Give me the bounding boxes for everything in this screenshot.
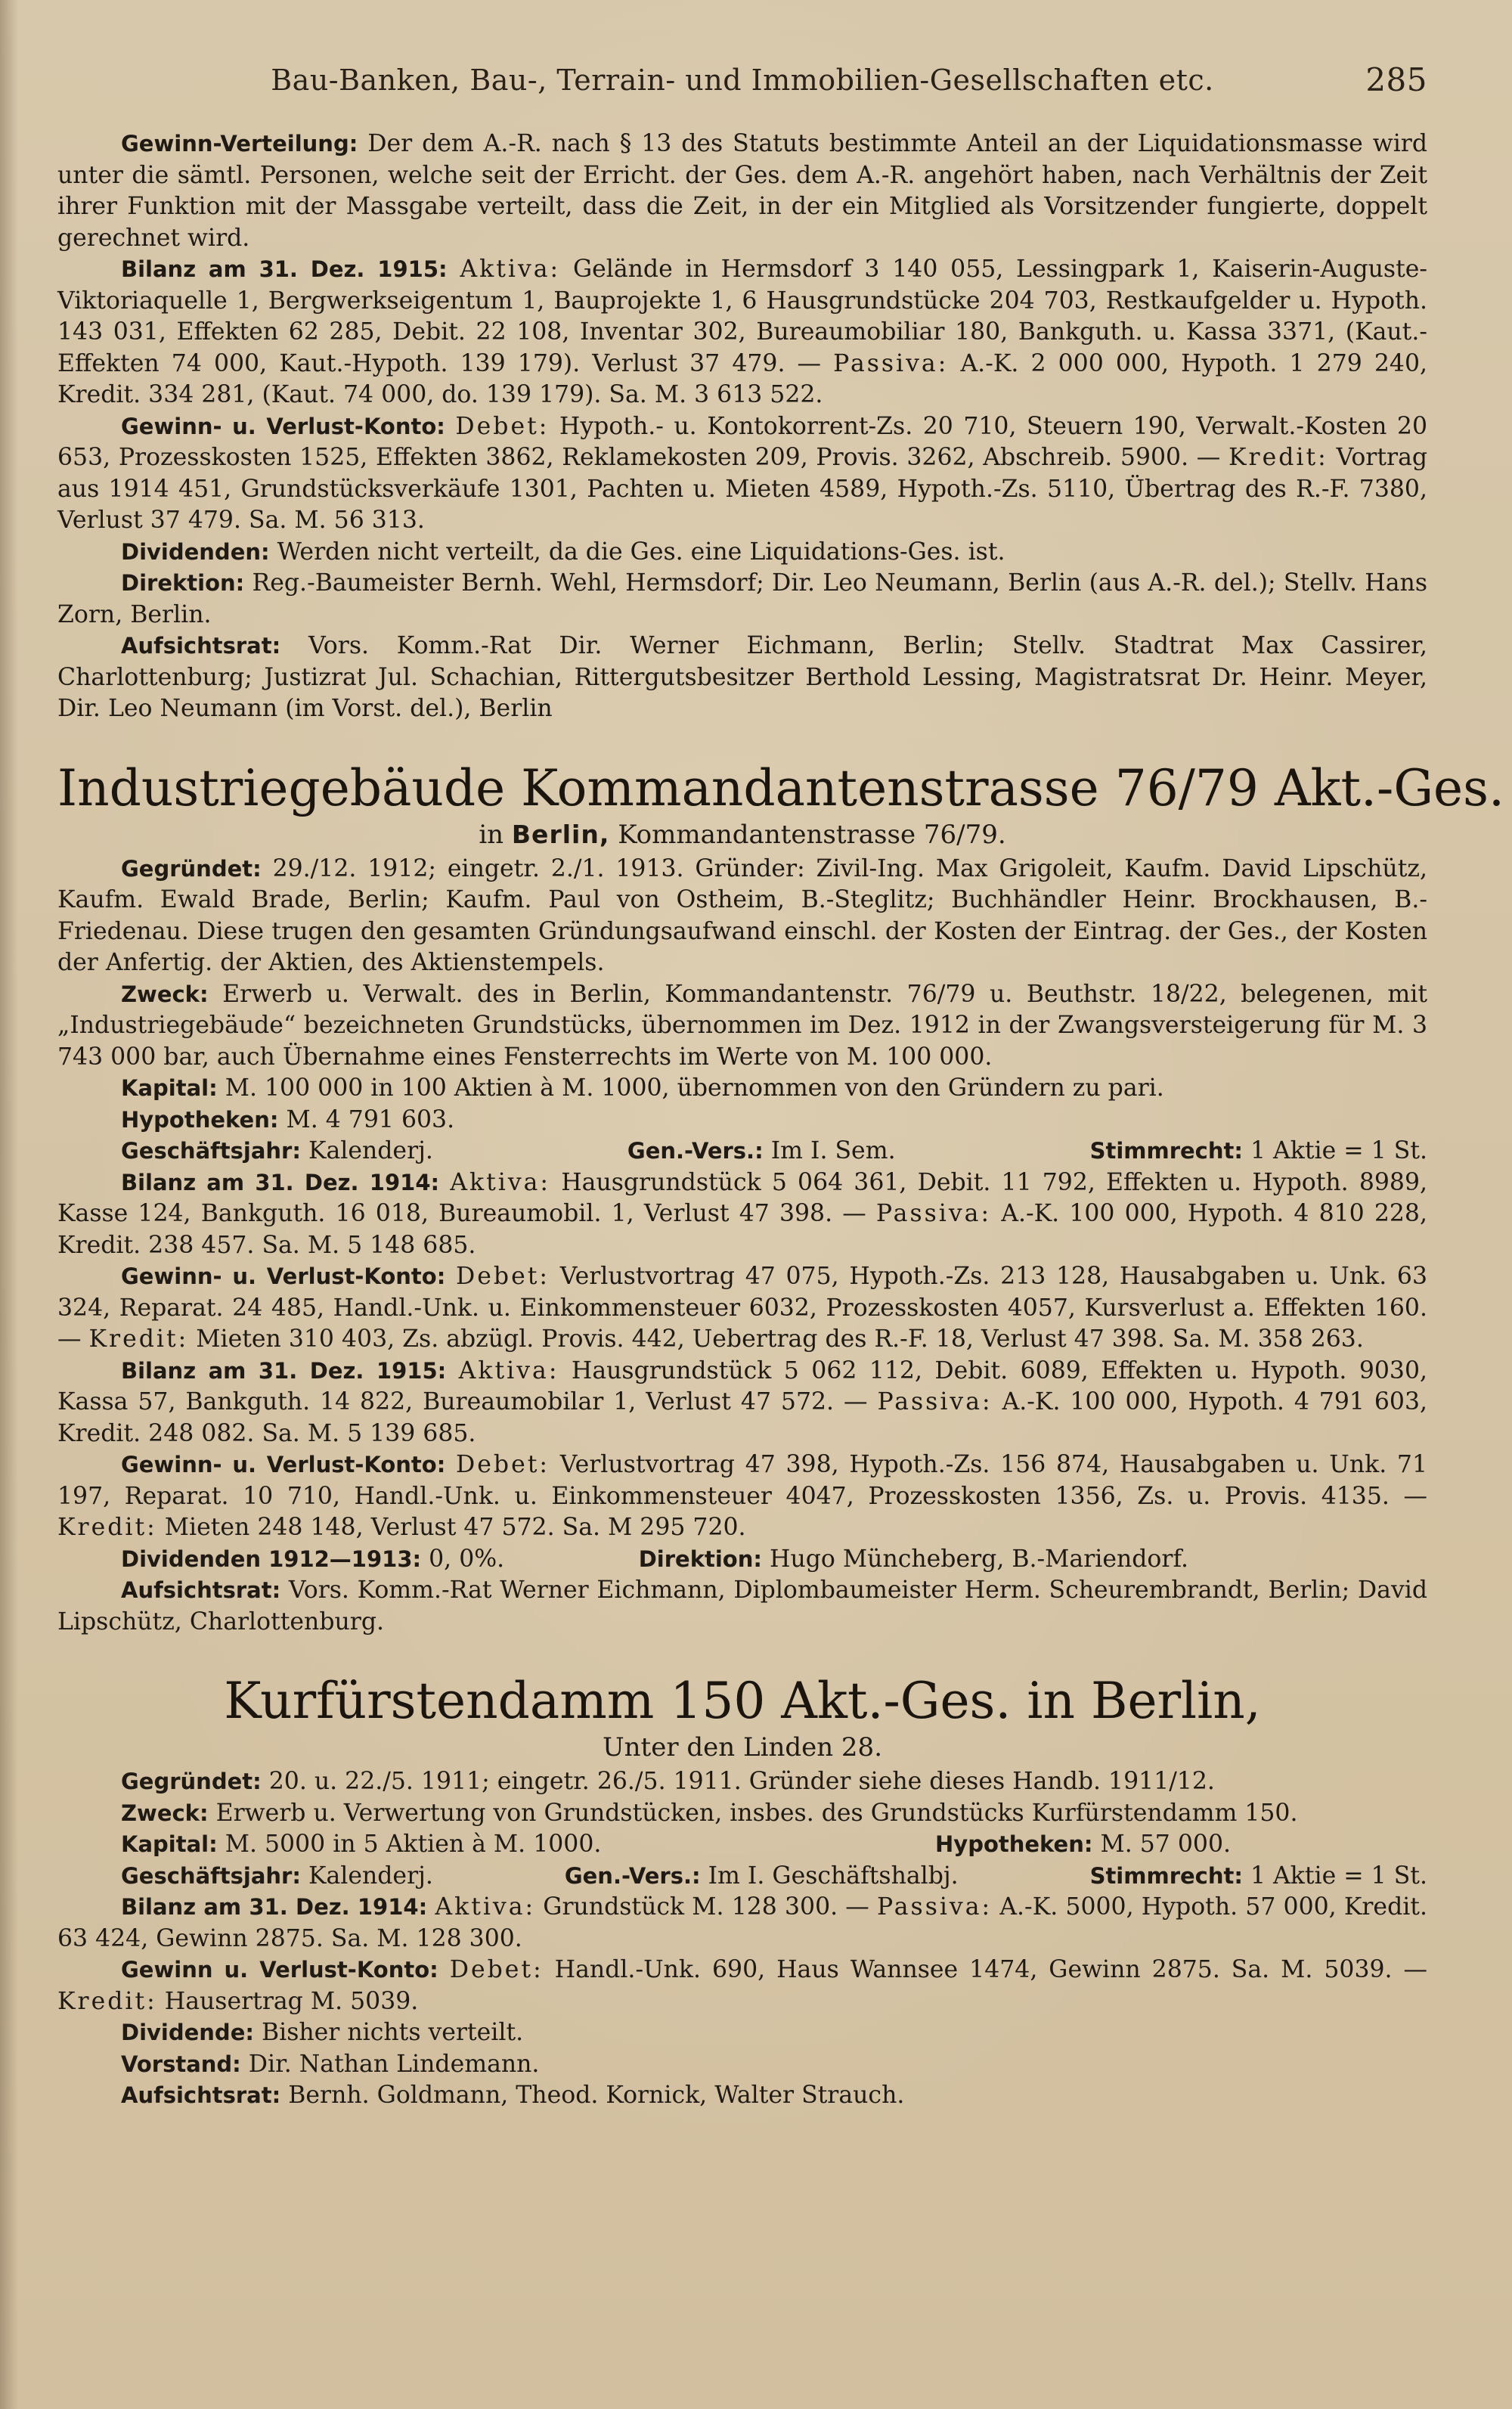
entry-bilanz-1915: Bilanz am 31. Dez. 1915: Aktiva: Gelände in Hermsdorf 3 140 055, Lessingpark 1, Kaiserin-Auguste-Viktoriaquelle 1, Bergwerkseigentum 1, Bauprojekte 1, 6 Hausgrundstücke 204 703, Restkaufgelder u. Hypoth. 143 031, Effekten 62 285, Debit. 22 108, Inventar 302, Bureaumobiliar 180, Bankguth. u. Kassa 3371, (Kaut.-Effekten 74 000, Kaut.-Hypoth. 139 179). Verlust 37 479. — Passiva: A.-K. 2 000 000, Hypoth. 1 279 240, Kredit. 334 281, (Kaut. 74 000, do. 139 179). Sa. M. 3 613 522.: [57, 256, 1428, 408]
entry-bilanz-1915: Bilanz am 31. Dez. 1915: Aktiva: Hausgrundstück 5 062 112, Debit. 6089, Effekten u. Hypoth. 9030, Kassa 57, Bankguth. 14 822, Bureaumobilar 1, Verlust 47 572. — Passiva: A.-K. 100 000, Hypoth. 4 791 603, Kredit. 248 082. Sa. M. 5 139 685.: [57, 1356, 1428, 1447]
entry-gewinn-verlust-konto-1915: Gewinn- u. Verlust-Konto: Debet: Verlustvortrag 47 398, Hypoth.-Zs. 156 874, Hausabgaben u. Unk. 71 197, Reparat. 10 710, Handl.-Unk. u. Einkommensteuer 4047, Prozesskosten 1356, Zs. u. Provis. 4135. — Kredit: Mieten 248 148, Verlust 47 572. Sa. M 295 720.: [57, 1451, 1428, 1541]
entry-dividenden-direktion: Dividenden 1912—1913: 0, 0%. Direktion: Hugo Müncheberg, B.-Mariendorf.: [121, 1545, 1188, 1573]
entry-hypotheken: Hypotheken: M. 4 791 603.: [121, 1105, 455, 1133]
page-number: 285: [1365, 61, 1427, 98]
entry-direktion: Direktion: Reg.-Baumeister Bernh. Wehl, Hermsdorf; Dir. Leo Neumann, Berlin (aus A.-R. del.); Stellv. Hans Zorn, Berlin.: [57, 569, 1427, 628]
entry-bilanz-1914: Bilanz am 31. Dez. 1914: Aktiva: Hausgrundstück 5 064 361, Debit. 11 792, Effekten u. Hypoth. 8989, Kasse 124, Bankguth. 16 018, Bureaumobil. 1, Verlust 47 398. — Passiva: A.-K. 100 000, Hypoth. 4 810 228, Kredit. 238 457. Sa. M. 5 148 685.: [57, 1168, 1428, 1259]
entry-bilanz-1914: Bilanz am 31. Dez. 1914: Aktiva: Grundstück M. 128 300. — Passiva: A.-K. 5000, Hypoth. 57 000, Kredit. 63 424, Gewinn 2875. Sa. M. 128 300.: [57, 1893, 1427, 1952]
section-previous-company: [57, 129, 1427, 725]
entry-geschaeftsjahr-line: Geschäftsjahr: Kalenderj. Gen.-Vers.: Im I. Geschäftshalbj. Stimmrecht: 1 Aktie = 1 St.: [121, 1862, 1427, 1890]
entry-zweck: Zweck: Erwerb u. Verwertung von Grundstücken, insbes. des Grundstücks Kurfürstendamm 150.: [121, 1799, 1298, 1827]
entry-aufsichtsrat: Aufsichtsrat: Bernh. Goldmann, Theod. Kornick, Walter Strauch.: [121, 2082, 905, 2109]
company-address-industriegebaeude: in Berlin, Kommandantenstrasse 76/79.: [479, 819, 1006, 850]
entry-vorstand: Vorstand: Dir. Nathan Lindemann.: [121, 2050, 540, 2078]
entry-gewinn-verlust-konto: Gewinn- u. Verlust-Konto: Debet: Hypoth.- u. Kontokorrent-Zs. 20 710, Steuern 190, Verwalt.-Kosten 20 653, Prozesskosten 1525, Effekten 3862, Reklamekosten 209, Provis. 3262, Abschreib. 5900. — Kredit: Vortrag aus 1914 451, Grundstücksverkäufe 1301, Pachten u. Mieten 4589, Hypoth.-Zs. 5110, Übertrag des R.-F. 7380, Verlust 37 479. Sa. M. 56 313.: [57, 412, 1428, 534]
entry-dividenden: Dividenden: Werden nicht verteilt, da die Ges. eine Liquidations-Ges. ist.: [121, 538, 1005, 566]
entry-geschaeftsjahr-line: Geschäftsjahr: Kalenderj. Gen.-Vers.: Im I. Sem. Stimmrecht: 1 Aktie = 1 St.: [121, 1137, 1427, 1164]
entry-kapital-hypotheken: Kapital: M. 5000 in 5 Aktien à M. 1000. Hypotheken: M. 57 000.: [121, 1831, 1231, 1858]
company-title-kurfuerstendamm: Kurfürstendamm 150 Akt.-Ges. in Berlin,: [224, 1672, 1261, 1730]
entry-gegruendet: Gegründet: 20. u. 22./5. 1911; eingetr. 26./5. 1911. Gründer siehe dieses Handb. 1911/12.: [121, 1768, 1215, 1795]
section-kurfuerstendamm: [57, 1671, 1427, 2112]
entry-aufsichtsrat: Aufsichtsrat: Vors. Komm.-Rat Werner Eichmann, Diplombaumeister Herm. Scheurembrandt, Berlin; David Lipschütz, Charlottenburg.: [57, 1577, 1427, 1635]
entry-gegruendet: Gegründet: 29./12. 1912; eingetr. 2./1. 1913. Gründer: Zivil-Ing. Max Grigoleit, Kaufm. David Lipschütz, Kaufm. Ewald Brade, Berlin; Kaufm. Paul von Ostheim, B.-Steglitz; Buchhändler Heinr. Brockhausen, B.-Friedenau. Diese trugen den gesamten Gründungsaufwand einschl. der Kosten der Eintrag. der Ges., der Kosten der Anfertig. der Aktien, des Aktienstempels.: [57, 854, 1427, 976]
entry-aufsichtsrat: Aufsichtsrat: Vors. Komm.-Rat Dir. Werner Eichmann, Berlin; Stellv. Stadtrat Max Cassirer, Charlottenburg; Justizrat Jul. Schachian, Rittergutsbesitzer Berthold Lessing, Magistratsrat Dr. Heinr. Meyer, Dir. Leo Neumann (im Vorst. del.), Berlin: [57, 632, 1428, 722]
running-header: [57, 53, 1427, 107]
entry-gewinn-verlust-konto: Gewinn u. Verlust-Konto: Debet: Handl.-Unk. 690, Haus Wannsee 1474, Gewinn 2875. Sa. M. 5039. — Kredit: Hausertrag M. 5039.: [57, 1956, 1428, 2015]
page-edge-shadow: [0, 0, 18, 2409]
entry-kapital: Kapital: M. 100 000 in 100 Aktien à M. 1000, übernommen von den Gründern zu pari.: [121, 1074, 1164, 1102]
entry-zweck: Zweck: Erwerb u. Verwalt. des in Berlin, Kommandantenstr. 76/79 u. Beuthstr. 18/22, belegenen, mit „Industriegebäude“ bezeichneten Grundstücks, übernommen im Dez. 1912 in der Zwangsversteigerung für M. 3 743 000 bar, auch Übernahme eines Fensterrechts im Werte von M. 100 000.: [57, 980, 1427, 1071]
company-address-kurfuerstendamm: Unter den Linden 28.: [603, 1732, 882, 1763]
entry-gewinn-verlust-konto-1914: Gewinn- u. Verlust-Konto: Debet: Verlustvortrag 47 075, Hypoth.-Zs. 213 128, Hausabgaben u. Unk. 63 324, Reparat. 24 485, Handl.-Unk. u. Einkommensteuer 6032, Prozesskosten 4057, Kursverlust a. Effekten 160. — Kredit: Mieten 310 403, Zs. abzügl. Provis. 442, Uebertrag des R.-F. 18, Verlust 47 398. Sa. M. 358 263.: [57, 1263, 1428, 1353]
entry-dividende: Dividende: Bisher nichts verteilt.: [121, 2019, 524, 2046]
section-industriegebaeude: [57, 758, 1504, 1639]
entry-gewinn-verteilung: Gewinn-Verteilung: Der dem A.-R. nach § 13 des Statuts bestimmte Anteil an der Liquidationsmasse wird unter die sämtl. Personen, welche seit der Erricht. der Ges. dem A.-R. angehört haben, nach Verhältnis der Zeit ihrer Funktion mit der Massgabe verteilt, dass die Zeit, in der ein Mitglied als Vorsitzender fungierte, doppelt gerechnet wird.: [57, 130, 1427, 252]
company-title-industriegebaeude: Industriegebäude Kommandantenstrasse 76/79 Akt.-Ges.: [57, 758, 1504, 817]
running-title: Bau-Banken, Bau-, Terrain- und Immobilien-Gesellschaften etc.: [271, 64, 1214, 97]
